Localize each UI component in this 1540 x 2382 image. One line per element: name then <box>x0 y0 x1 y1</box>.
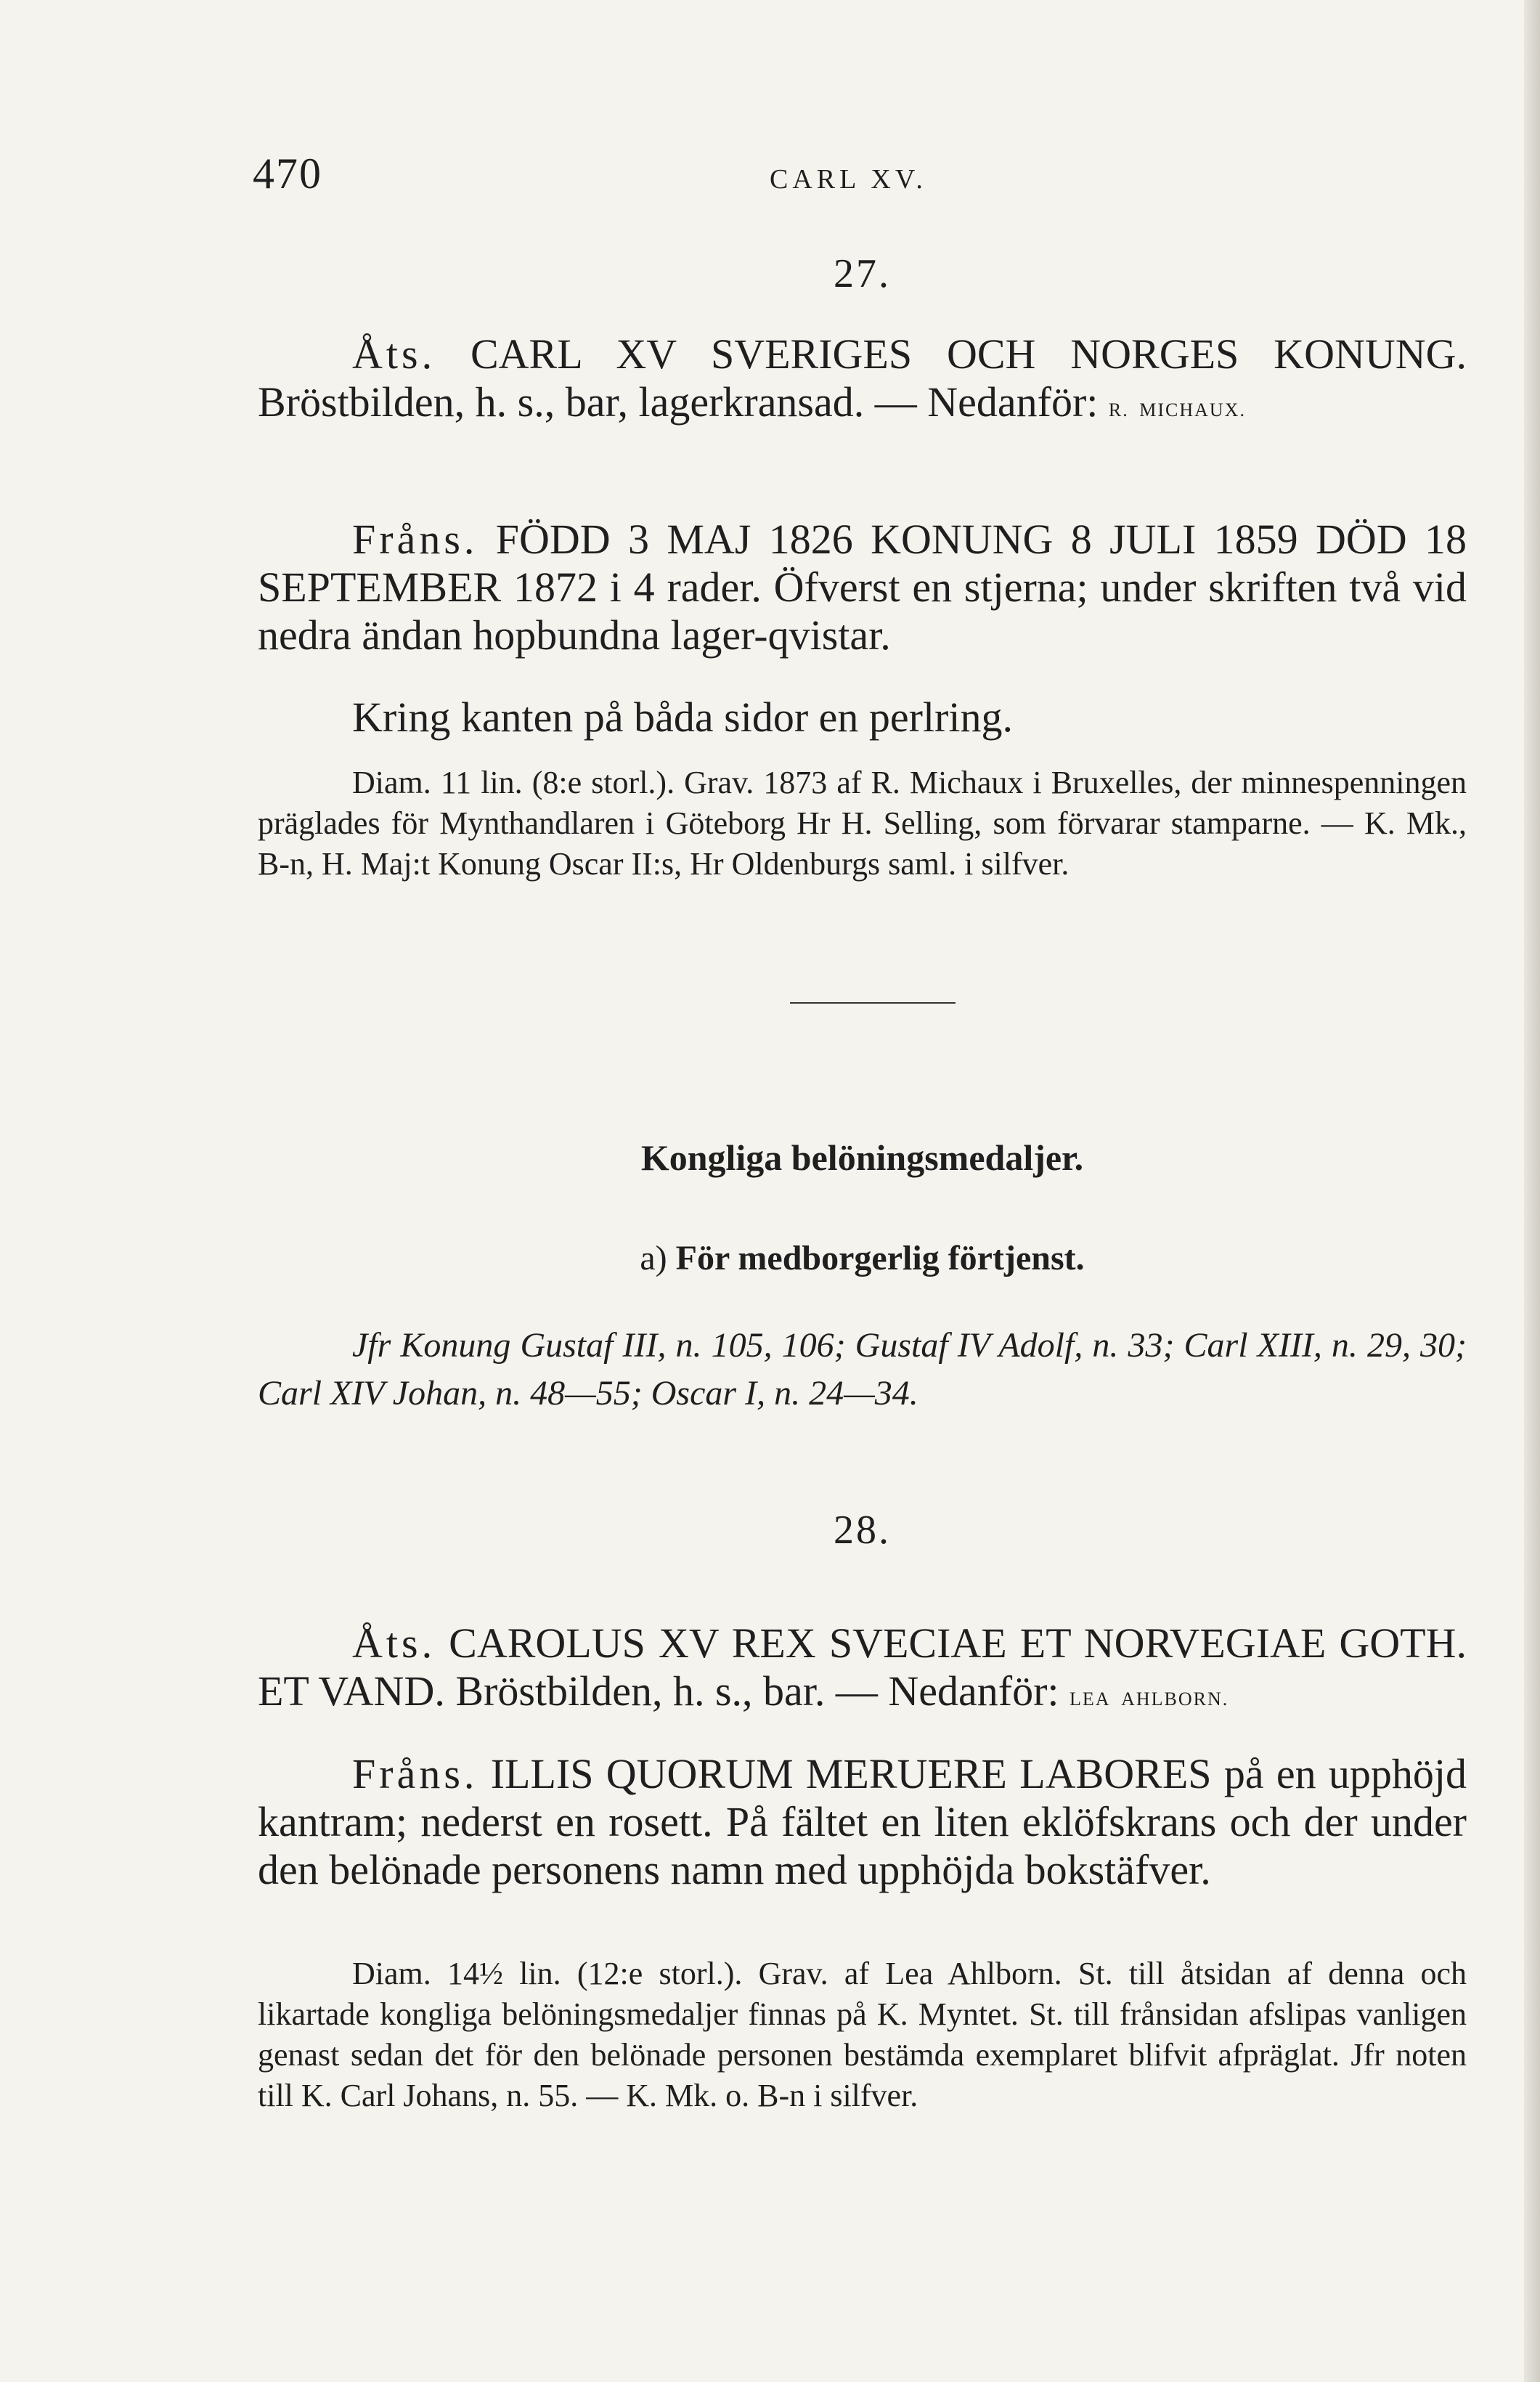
page-edge-shadow <box>1524 0 1540 2382</box>
entry-27-number: 27. <box>834 251 891 296</box>
subheading-title: För medborgerlig förtjenst. <box>675 1239 1085 1277</box>
obverse-description: CAROLUS XV REX SVECIAE ET NORVEGIAE GOTH. ET VAND. Bröstbilden, h. s., bar. — Nedanför: <box>258 1619 1467 1715</box>
obverse-label: Åts. <box>352 1619 436 1667</box>
entry-28-obverse <box>258 1619 1467 1723</box>
subheading-prefix: a) <box>640 1239 667 1277</box>
reverse-description: ILLIS QUORUM MERUERE LABORES på en upphöjd kantram; nederst en rosett. På fältet en liten eklöfskrans och der under den belönade personens namn med upphöjda bokstäfver. <box>258 1750 1467 1893</box>
obverse-description: CARL XV SVERIGES OCH NORGES KONUNG. Bröstbilden, h. s., bar, lagerkransad. — Nedanför: <box>258 330 1467 426</box>
reverse-label: Fråns. <box>352 516 478 563</box>
page-number: 470 <box>253 150 322 198</box>
section-heading: Kongliga belöningsmedaljer. <box>640 1137 1084 1178</box>
engraver-first-name: LEA <box>1070 1688 1111 1710</box>
section-divider <box>790 1002 956 1004</box>
entry-28-number: 28. <box>834 1508 891 1553</box>
section-subheading <box>258 1238 1467 1278</box>
entry-27-reverse <box>258 516 1467 659</box>
entry-27-edge: Kring kanten på båda sidor en perlring. <box>352 694 1013 741</box>
engraver-last-name: AHLBORN. <box>1121 1688 1229 1710</box>
reverse-description: FÖDD 3 MAJ 1826 KONUNG 8 JULI 1859 DÖD 18 SEPTEMBER 1872 i 4 rader. Öfverst en stjerna; under skriften två vid nedra ändan hopbundna lager-qvistar. <box>258 516 1467 659</box>
engraver-name: MICHAUX. <box>1139 399 1246 420</box>
running-title: CARL XV. <box>770 164 927 195</box>
obverse-label: Åts. <box>352 330 436 378</box>
engraver-initial: R. <box>1108 399 1129 420</box>
cross-reference: Jfr Konung Gustaf III, n. 105, 106; Gustaf IV Adolf, n. 33; Carl XIII, n. 29, 30; Carl XIV Johan, n. 48—55; Oscar I, n. 24—34. <box>258 1326 1467 1412</box>
page-header <box>0 149 1540 207</box>
entry-28-reverse <box>258 1750 1467 1894</box>
entry-28-notes: Diam. 14½ lin. (12:e storl.). Grav. af Lea Ahlborn. St. till åtsidan af denna och likartade kongliga belöningsmedaljer finnas på K. Myntet. St. till frånsidan afslipas vanligen genast sedan det för den belönade personen bestämda exemplaret blifvit afpräglat. Jfr noten till K. Carl Johans, n. 55. — K. Mk. o. B-n i silfver. <box>258 1956 1467 2113</box>
entry-27-obverse <box>258 330 1467 434</box>
reverse-label: Fråns. <box>352 1750 478 1797</box>
entry-27-notes: Diam. 11 lin. (8:e storl.). Grav. 1873 af R. Michaux i Bruxelles, der minnespenningen präglades för Mynthandlaren i Göteborg Hr H. Selling, som förvarar stamparne. — K. Mk., B-n, H. Maj:t Konung Oscar II:s, Hr Oldenburgs saml. i silfver. <box>258 765 1467 882</box>
